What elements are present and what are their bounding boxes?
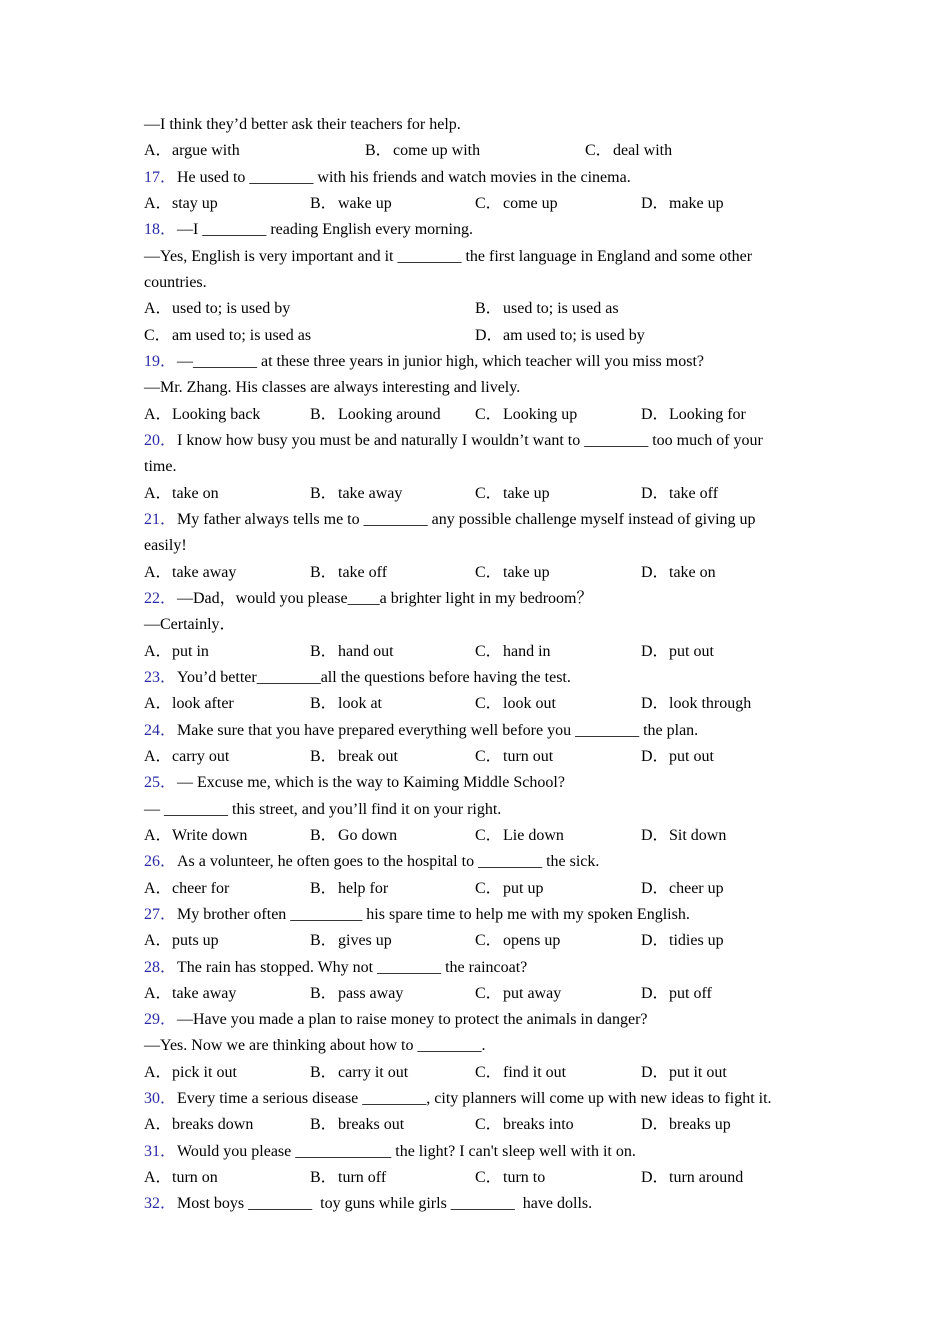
option-label: D． bbox=[641, 194, 669, 212]
options-row bbox=[144, 691, 824, 717]
option-text: hand in bbox=[503, 642, 551, 660]
option-label: A． bbox=[144, 1063, 172, 1081]
option-text: cheer up bbox=[669, 879, 724, 897]
option-label: A． bbox=[144, 826, 172, 844]
option-c bbox=[475, 823, 564, 849]
stem-line: time. bbox=[144, 458, 177, 476]
option-text: put out bbox=[669, 747, 714, 765]
question-number: 17． bbox=[144, 168, 177, 186]
option-label: B． bbox=[310, 879, 337, 897]
option-c bbox=[585, 138, 672, 164]
stem-line: —Yes. Now we are thinking about how to ________. bbox=[144, 1037, 486, 1055]
option-text: Sit down bbox=[669, 826, 727, 844]
option-b bbox=[310, 744, 398, 770]
stem-row bbox=[144, 612, 824, 638]
option-text: opens up bbox=[503, 932, 561, 950]
options-row bbox=[144, 138, 824, 164]
stem-row bbox=[144, 849, 824, 875]
option-a bbox=[144, 928, 219, 954]
option-text: wake up bbox=[338, 194, 392, 212]
stem-line: Would you please ____________ the light? I can't sleep well with it on. bbox=[177, 1142, 636, 1160]
options-row bbox=[144, 296, 824, 322]
question-number: 28． bbox=[144, 958, 177, 976]
options-row bbox=[144, 560, 824, 586]
option-text: look through bbox=[669, 695, 752, 713]
option-a bbox=[144, 981, 236, 1007]
question-16-continuation bbox=[144, 112, 824, 165]
stem-row bbox=[144, 428, 824, 454]
stem-row bbox=[144, 1086, 824, 1112]
options-row bbox=[144, 481, 824, 507]
stem-line: —Mr. Zhang. His classes are always interesting and lively. bbox=[144, 379, 521, 397]
option-text: argue with bbox=[172, 142, 240, 160]
question-number: 19． bbox=[144, 352, 177, 370]
options-row bbox=[144, 1060, 824, 1086]
option-d bbox=[641, 744, 714, 770]
stem-line: I know how busy you must be and naturally I wouldn’t want to ________ too much of your bbox=[177, 431, 763, 449]
option-b bbox=[310, 1060, 408, 1086]
option-a bbox=[144, 876, 229, 902]
option-text: look at bbox=[338, 695, 382, 713]
question-30 bbox=[144, 1086, 824, 1139]
stem-line: Most boys ________ toy guns while girls ________ have dolls. bbox=[177, 1195, 593, 1213]
option-label: D． bbox=[641, 932, 669, 950]
option-text: put in bbox=[172, 642, 209, 660]
exam-page bbox=[144, 112, 824, 1218]
option-text: Looking for bbox=[669, 405, 746, 423]
option-text: take away bbox=[172, 984, 237, 1002]
option-d bbox=[641, 1112, 731, 1138]
option-text: help for bbox=[338, 879, 389, 897]
option-label: D． bbox=[641, 1169, 669, 1187]
option-text: come up with bbox=[393, 142, 481, 160]
stem-row bbox=[144, 112, 824, 138]
option-d bbox=[641, 1165, 743, 1191]
option-b bbox=[310, 402, 441, 428]
option-b bbox=[310, 1165, 386, 1191]
option-d bbox=[641, 560, 716, 586]
option-c bbox=[475, 560, 550, 586]
option-label: C． bbox=[475, 563, 502, 581]
question-number: 32． bbox=[144, 1195, 177, 1213]
options-row bbox=[144, 402, 824, 428]
option-text: take on bbox=[669, 563, 716, 581]
question-20 bbox=[144, 428, 824, 507]
option-label: D． bbox=[641, 1063, 669, 1081]
stem-line: —Yes, English is very important and it ________ the first language in England and some other bbox=[144, 247, 753, 265]
question-number: 23． bbox=[144, 668, 177, 686]
question-number: 30． bbox=[144, 1090, 177, 1108]
question-27 bbox=[144, 902, 824, 955]
stem-row bbox=[144, 955, 824, 981]
stem-line: —Have you made a plan to raise money to protect the animals in danger? bbox=[177, 1011, 648, 1029]
options-row bbox=[144, 981, 824, 1007]
option-d bbox=[641, 876, 724, 902]
option-label: B． bbox=[310, 1116, 337, 1134]
option-label: B． bbox=[475, 300, 502, 318]
stem-row bbox=[144, 244, 824, 270]
option-label: B． bbox=[310, 1169, 337, 1187]
option-c bbox=[475, 981, 561, 1007]
option-b bbox=[310, 691, 382, 717]
stem-line: countries. bbox=[144, 273, 207, 291]
option-b bbox=[310, 928, 392, 954]
question-number: 25． bbox=[144, 774, 177, 792]
option-text: carry it out bbox=[338, 1063, 409, 1081]
option-label: B． bbox=[310, 747, 337, 765]
option-label: B． bbox=[310, 695, 337, 713]
stem-line: —________ at these three years in junior high, which teacher will you miss most? bbox=[177, 352, 704, 370]
options-row bbox=[144, 928, 824, 954]
stem-row bbox=[144, 507, 824, 533]
option-label: A． bbox=[144, 984, 172, 1002]
stem-row bbox=[144, 217, 824, 243]
option-text: break out bbox=[338, 747, 398, 765]
option-text: turn around bbox=[669, 1169, 744, 1187]
option-b bbox=[310, 481, 402, 507]
option-label: A． bbox=[144, 194, 172, 212]
option-b bbox=[310, 639, 394, 665]
option-c bbox=[475, 1060, 566, 1086]
option-b bbox=[310, 981, 403, 1007]
option-a bbox=[144, 481, 219, 507]
option-b bbox=[475, 296, 619, 322]
option-b bbox=[310, 560, 387, 586]
option-label: C． bbox=[475, 932, 502, 950]
option-label: D． bbox=[641, 484, 669, 502]
option-label: D． bbox=[641, 879, 669, 897]
option-label: B． bbox=[310, 563, 337, 581]
stem-line: —I ________ reading English every morning. bbox=[177, 221, 473, 239]
option-a bbox=[144, 1060, 237, 1086]
option-d bbox=[641, 981, 712, 1007]
question-number: 24． bbox=[144, 721, 177, 739]
option-label: B． bbox=[310, 405, 337, 423]
option-b bbox=[310, 1112, 404, 1138]
option-text: am used to; is used as bbox=[172, 326, 312, 344]
option-label: C． bbox=[475, 405, 502, 423]
option-c bbox=[144, 323, 311, 349]
stem-row bbox=[144, 454, 824, 480]
stem-row bbox=[144, 1033, 824, 1059]
option-label: D． bbox=[641, 826, 669, 844]
option-label: A． bbox=[144, 142, 172, 160]
option-label: D． bbox=[641, 1116, 669, 1134]
option-text: turn off bbox=[338, 1169, 387, 1187]
option-label: B． bbox=[310, 642, 337, 660]
option-label: C． bbox=[475, 1063, 502, 1081]
option-text: breaks up bbox=[669, 1116, 731, 1134]
options-row bbox=[144, 744, 824, 770]
option-text: find it out bbox=[503, 1063, 567, 1081]
option-b bbox=[310, 191, 392, 217]
option-label: C． bbox=[475, 695, 502, 713]
option-label: A． bbox=[144, 484, 172, 502]
option-text: Go down bbox=[338, 826, 398, 844]
question-29 bbox=[144, 1007, 824, 1086]
option-d bbox=[641, 481, 718, 507]
option-label: C． bbox=[475, 1116, 502, 1134]
option-label: A． bbox=[144, 879, 172, 897]
question-21 bbox=[144, 507, 824, 586]
stem-line: Every time a serious disease ________, city planners will come up with new ideas to fight it. bbox=[177, 1090, 772, 1108]
question-number: 27． bbox=[144, 905, 177, 923]
option-text: make up bbox=[669, 194, 724, 212]
option-text: take on bbox=[172, 484, 219, 502]
option-d bbox=[641, 402, 746, 428]
option-text: am used to; is used by bbox=[503, 326, 645, 344]
option-d bbox=[641, 1060, 727, 1086]
question-number: 21． bbox=[144, 510, 177, 528]
question-number: 26． bbox=[144, 853, 177, 871]
option-a bbox=[144, 296, 290, 322]
question-32 bbox=[144, 1191, 824, 1217]
question-number: 31． bbox=[144, 1142, 177, 1160]
option-c bbox=[475, 1165, 545, 1191]
stem-line: easily! bbox=[144, 537, 187, 555]
option-label: B． bbox=[310, 984, 337, 1002]
option-a bbox=[144, 823, 247, 849]
question-31 bbox=[144, 1139, 824, 1192]
option-text: put up bbox=[503, 879, 544, 897]
option-c bbox=[475, 639, 551, 665]
option-text: Looking up bbox=[503, 405, 578, 423]
option-label: C． bbox=[144, 326, 171, 344]
question-22 bbox=[144, 586, 824, 665]
option-a bbox=[144, 560, 236, 586]
stem-line: You’d better________all the questions before having the test. bbox=[177, 668, 571, 686]
option-label: A． bbox=[144, 747, 172, 765]
option-d bbox=[641, 823, 726, 849]
question-number: 29． bbox=[144, 1011, 177, 1029]
question-23 bbox=[144, 665, 824, 718]
option-label: D． bbox=[475, 326, 503, 344]
question-number: 20． bbox=[144, 431, 177, 449]
option-text: deal with bbox=[613, 142, 673, 160]
option-d bbox=[641, 691, 751, 717]
option-d bbox=[641, 191, 724, 217]
option-text: breaks into bbox=[503, 1116, 574, 1134]
option-label: B． bbox=[310, 932, 337, 950]
stem-row bbox=[144, 1191, 824, 1217]
option-text: put out bbox=[669, 642, 714, 660]
option-text: breaks down bbox=[172, 1116, 254, 1134]
option-label: C． bbox=[475, 1169, 502, 1187]
options-row bbox=[144, 1112, 824, 1138]
stem-row bbox=[144, 1007, 824, 1033]
stem-row bbox=[144, 797, 824, 823]
option-text: put it out bbox=[669, 1063, 727, 1081]
question-17 bbox=[144, 165, 824, 218]
option-label: C． bbox=[475, 826, 502, 844]
question-26 bbox=[144, 849, 824, 902]
option-text: take up bbox=[503, 563, 550, 581]
option-a bbox=[144, 402, 260, 428]
stem-row bbox=[144, 270, 824, 296]
option-c bbox=[475, 928, 560, 954]
option-a bbox=[144, 1165, 218, 1191]
option-label: D． bbox=[641, 405, 669, 423]
option-a bbox=[144, 691, 234, 717]
option-text: puts up bbox=[172, 932, 219, 950]
option-label: B． bbox=[310, 826, 337, 844]
stem-row bbox=[144, 718, 824, 744]
stem-row bbox=[144, 586, 824, 612]
option-c bbox=[475, 402, 577, 428]
option-text: look out bbox=[503, 695, 556, 713]
option-c bbox=[475, 481, 550, 507]
option-label: A． bbox=[144, 563, 172, 581]
option-a bbox=[144, 191, 218, 217]
option-text: put off bbox=[669, 984, 712, 1002]
question-28 bbox=[144, 955, 824, 1008]
option-label: C． bbox=[475, 879, 502, 897]
options-row bbox=[144, 1165, 824, 1191]
option-text: stay up bbox=[172, 194, 218, 212]
option-text: gives up bbox=[338, 932, 392, 950]
question-25 bbox=[144, 770, 824, 849]
option-text: look after bbox=[172, 695, 234, 713]
stem-line: Make sure that you have prepared everything well before you ________ the plan. bbox=[177, 721, 699, 739]
option-label: A． bbox=[144, 642, 172, 660]
option-label: C． bbox=[475, 747, 502, 765]
option-label: A． bbox=[144, 695, 172, 713]
options-row bbox=[144, 876, 824, 902]
stem-row bbox=[144, 902, 824, 928]
option-label: D． bbox=[641, 747, 669, 765]
option-text: used to; is used by bbox=[172, 300, 291, 318]
option-label: B． bbox=[310, 484, 337, 502]
stem-line: The rain has stopped. Why not ________ the raincoat? bbox=[177, 958, 528, 976]
stem-line: — ________ this street, and you’ll find it on your right. bbox=[144, 800, 502, 818]
option-a bbox=[144, 1112, 253, 1138]
option-text: come up bbox=[503, 194, 558, 212]
stem-line: He used to ________ with his friends and watch movies in the cinema. bbox=[177, 168, 631, 186]
stem-row bbox=[144, 349, 824, 375]
stem-line: —Certainly． bbox=[144, 616, 236, 634]
option-text: Looking around bbox=[338, 405, 441, 423]
option-text: hand out bbox=[338, 642, 394, 660]
stem-line: As a volunteer, he often goes to the hospital to ________ the sick. bbox=[177, 853, 600, 871]
option-text: take off bbox=[669, 484, 719, 502]
option-text: carry out bbox=[172, 747, 230, 765]
options-row bbox=[144, 639, 824, 665]
option-b bbox=[365, 138, 480, 164]
option-text: Write down bbox=[172, 826, 248, 844]
option-label: A． bbox=[144, 1169, 172, 1187]
option-label: A． bbox=[144, 1116, 172, 1134]
option-label: B． bbox=[310, 1063, 337, 1081]
option-text: tidies up bbox=[669, 932, 724, 950]
option-c bbox=[475, 191, 558, 217]
question-24 bbox=[144, 718, 824, 771]
option-d bbox=[475, 323, 645, 349]
option-c bbox=[475, 1112, 574, 1138]
stem-line: My brother often _________ his spare time to help me with my spoken English. bbox=[177, 905, 690, 923]
option-label: C． bbox=[475, 484, 502, 502]
option-d bbox=[641, 639, 714, 665]
option-text: breaks out bbox=[338, 1116, 405, 1134]
option-label: B． bbox=[310, 194, 337, 212]
option-text: take off bbox=[338, 563, 388, 581]
option-d bbox=[641, 928, 724, 954]
option-label: D． bbox=[641, 563, 669, 581]
stem-row bbox=[144, 1139, 824, 1165]
option-label: A． bbox=[144, 405, 172, 423]
option-text: turn to bbox=[503, 1169, 546, 1187]
question-number: 18． bbox=[144, 221, 177, 239]
stem-line: —I think they’d better ask their teachers for help. bbox=[144, 116, 461, 133]
option-label: D． bbox=[641, 642, 669, 660]
option-label: A． bbox=[144, 300, 172, 318]
option-label: C． bbox=[475, 642, 502, 660]
option-text: turn out bbox=[503, 747, 554, 765]
option-label: D． bbox=[641, 695, 669, 713]
stem-row bbox=[144, 665, 824, 691]
option-b bbox=[310, 823, 397, 849]
option-text: take away bbox=[338, 484, 403, 502]
option-label: C． bbox=[475, 194, 502, 212]
option-text: take up bbox=[503, 484, 550, 502]
option-b bbox=[310, 876, 388, 902]
option-c bbox=[475, 691, 556, 717]
stem-line: —Dad，would you please____a brighter light in my bedroom？ bbox=[177, 589, 593, 607]
option-text: take away bbox=[172, 563, 237, 581]
option-text: turn on bbox=[172, 1169, 218, 1187]
option-c bbox=[475, 744, 553, 770]
options-row bbox=[144, 823, 824, 849]
question-19 bbox=[144, 349, 824, 428]
option-label: D． bbox=[641, 984, 669, 1002]
option-text: used to; is used as bbox=[503, 300, 619, 318]
options-row bbox=[144, 323, 824, 349]
option-text: pass away bbox=[338, 984, 404, 1002]
option-label: A． bbox=[144, 932, 172, 950]
option-a bbox=[144, 138, 240, 164]
option-text: put away bbox=[503, 984, 562, 1002]
option-a bbox=[144, 639, 209, 665]
question-number: 22． bbox=[144, 589, 177, 607]
stem-row bbox=[144, 533, 824, 559]
stem-line: My father always tells me to ________ any possible challenge myself instead of giving up bbox=[177, 510, 756, 528]
option-text: pick it out bbox=[172, 1063, 237, 1081]
option-c bbox=[475, 876, 543, 902]
option-label: C． bbox=[585, 142, 612, 160]
stem-line: — Excuse me, which is the way to Kaiming Middle School? bbox=[177, 774, 565, 792]
option-text: Looking back bbox=[172, 405, 261, 423]
stem-row bbox=[144, 770, 824, 796]
option-label: B． bbox=[365, 142, 392, 160]
stem-row bbox=[144, 375, 824, 401]
option-label: C． bbox=[475, 984, 502, 1002]
option-text: cheer for bbox=[172, 879, 230, 897]
stem-row bbox=[144, 165, 824, 191]
question-18 bbox=[144, 217, 824, 349]
option-a bbox=[144, 744, 229, 770]
options-row bbox=[144, 191, 824, 217]
option-text: Lie down bbox=[503, 826, 564, 844]
